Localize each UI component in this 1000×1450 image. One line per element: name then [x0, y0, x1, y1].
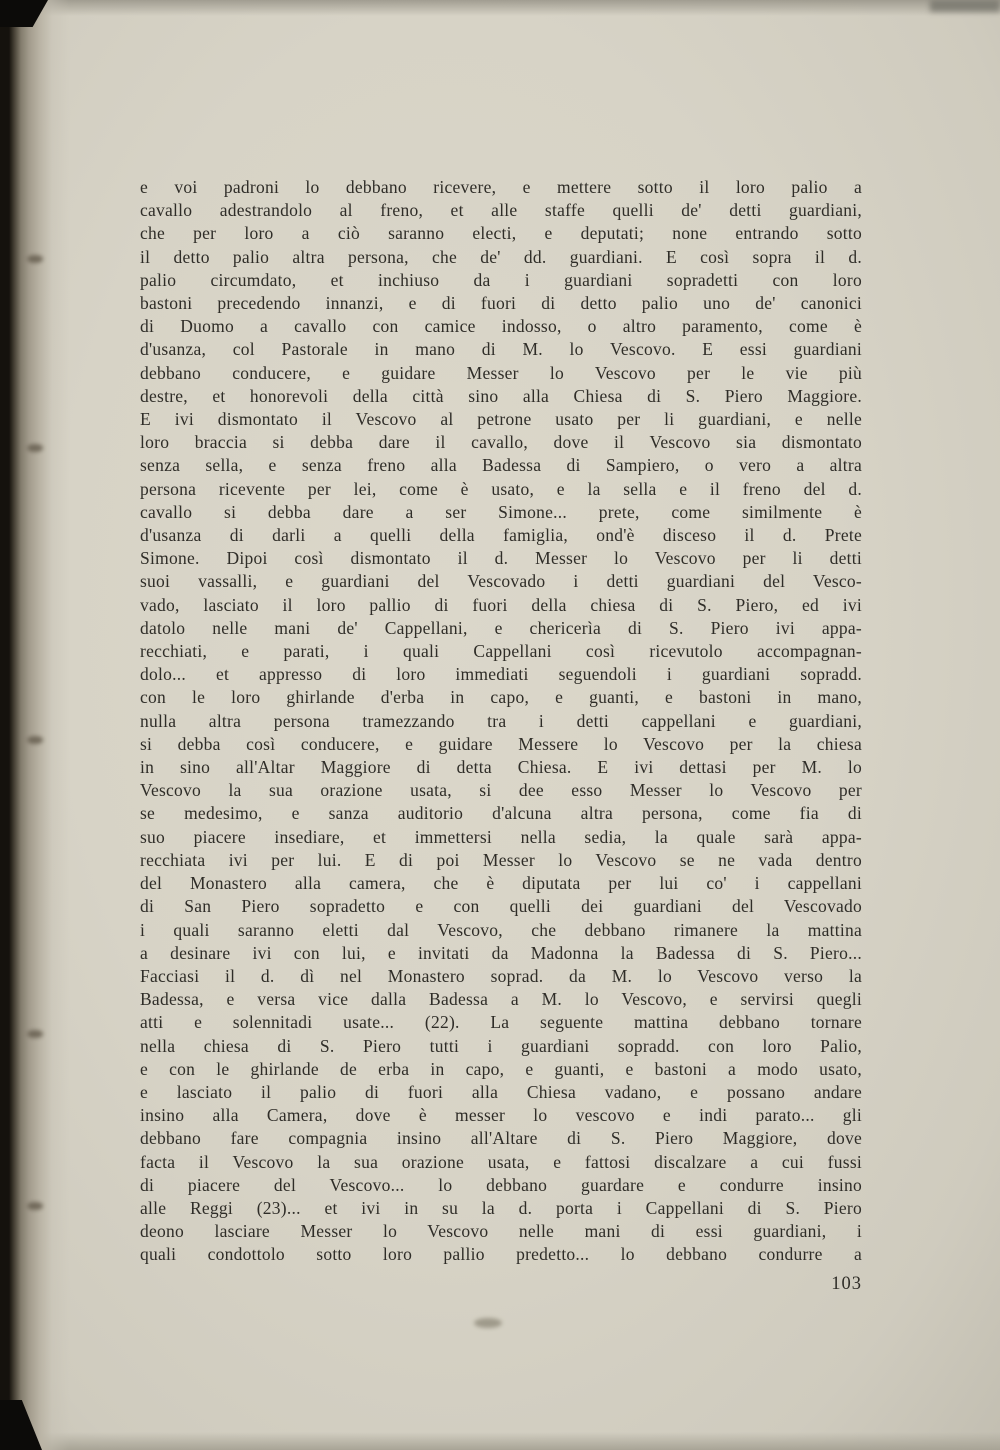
text-line: bastoni precedendo innanzi, e di fuori di detto palio uno de' canonici — [140, 293, 862, 314]
text-line: alle Reggi (23)... et ivi in su la d. porta i Cappellani di S. Piero — [140, 1197, 862, 1218]
text-line: debbano fare compagnia insino all'Altare di S. Piero Maggiore, dove — [140, 1128, 862, 1149]
text-line: persona ricevente per lei, come è usato, e la sella e il freno del d. — [140, 478, 862, 499]
text-line: E ivi dismontato il Vescovo al petrone usato per li guardiani, e nelle — [140, 409, 862, 430]
text-line: con le loro ghirlande d'erba in capo, e guanti, e bastoni in mano, — [140, 687, 862, 708]
text-line: in sino all'Altar Maggiore di detta Chiesa. E ivi dettasi per M. lo — [140, 757, 862, 778]
text-line: loro braccia si debba dare il cavallo, dove il Vescovo sia dismontato — [140, 432, 862, 453]
text-line: insino alla Camera, dove è messer lo vescovo e indi parato... gli — [140, 1105, 862, 1126]
text-line: si debba così conducere, e guidare Messere lo Vescovo per la chiesa — [140, 733, 862, 754]
scan-bottom-shadow — [0, 1432, 1000, 1450]
text-line: d'usanza, col Pastorale in mano di M. lo Vescovo. E essi guardiani — [140, 339, 862, 360]
binding-stitch — [27, 1030, 43, 1038]
scan-top-shadow — [0, 0, 1000, 16]
text-line: se medesimo, e sanza auditorio d'alcuna altra persona, come fia di — [140, 803, 862, 824]
text-line: cavallo adestrandolo al freno, et alle staffe quelli de' detti guardiani, — [140, 200, 862, 221]
paper-smudge — [474, 1318, 502, 1328]
text-line: di piacere del Vescovo... lo debbano guardare e condurre insino — [140, 1174, 862, 1195]
text-line: datolo nelle mani de' Cappellani, e chericerìa di S. Piero ivi appa- — [140, 617, 862, 638]
text-line: palio circumdato, et inchiuso da i guardiani sopradetti con loro — [140, 269, 862, 290]
text-line: debbano conducere, e guidare Messer lo Vescovo per le vie più — [140, 362, 862, 383]
text-line: recchiata ivi per lui. E di poi Messer lo Vescovo se ne vada dentro — [140, 849, 862, 870]
text-line: recchiati, e parati, i quali Cappellani così ricevutolo accompagnan- — [140, 641, 862, 662]
body-text — [140, 176, 862, 1267]
text-line: facta il Vescovo la sua orazione usata, e fattosi discalzare a cui fussi — [140, 1151, 862, 1172]
text-line: i quali saranno eletti dal Vescovo, che debbano rimanere la mattina — [140, 919, 862, 940]
text-line: deono lasciare Messer lo Vescovo nelle mani di essi guardiani, i — [140, 1221, 862, 1242]
text-line: cavallo si debba dare a ser Simone... prete, come similmente è — [140, 501, 862, 522]
text-line: vado, lasciato il loro pallio di fuori della chiesa di S. Piero, ed ivi — [140, 594, 862, 615]
text-line: senza sella, e senza freno alla Badessa di Sampiero, o vero a altra — [140, 455, 862, 476]
text-line: Vescovo la sua orazione usata, si dee esso Messer lo Vescovo per — [140, 780, 862, 801]
text-line: e con le ghirlande de erba in capo, e guanti, e bastoni a modo usato, — [140, 1058, 862, 1079]
text-line: Badessa, e versa vice dalla Badessa a M. lo Vescovo, e servirsi quegli — [140, 989, 862, 1010]
text-line: dolo... et appresso di loro immediati seguendoli i guardiani sopradd. — [140, 664, 862, 685]
text-line: d'usanza di darli a quelli della famiglia, ond'è disceso il d. Prete — [140, 525, 862, 546]
text-line: Facciasi il d. dì nel Monastero soprad. da M. lo Vescovo verso la — [140, 965, 862, 986]
page-stack-shadow — [920, 0, 1000, 1450]
text-line: di Duomo a cavallo con camice indosso, o altro paramento, come è — [140, 316, 862, 337]
binding-stitch — [27, 444, 43, 452]
text-line: suoi vassalli, e guardiani del Vescovado i detti guardiani del Vesco- — [140, 571, 862, 592]
text-line: e voi padroni lo debbano ricevere, e mettere sotto il loro palio a — [140, 177, 862, 197]
page-number: 103 — [831, 1274, 862, 1294]
text-line: nella chiesa di S. Piero tutti i guardiani sopradd. con loro Palio, — [140, 1035, 862, 1056]
text-line: suo piacere insediare, et immettersi nella sedia, la quale sarà appa- — [140, 826, 862, 847]
text-line: e lasciato il palio di fuori alla Chiesa vadano, e possano andare — [140, 1081, 862, 1102]
text-line: atti e solennitadi usate... (22). La seguente mattina debbano tornare — [140, 1012, 862, 1033]
text-line: destre, et honorevoli della città sino alla Chiesa di S. Piero Maggiore. — [140, 385, 862, 406]
binding-stitch — [27, 736, 43, 744]
text-line: nulla altra persona tramezzando tra i detti cappellani e guardiani, — [140, 710, 862, 731]
text-line: che per loro a ciò saranno electi, e deputati; none entrando sotto — [140, 223, 862, 244]
text-line: Simone. Dipoi così dismontato il d. Messer lo Vescovo per li detti — [140, 548, 862, 569]
book-spine-edge — [0, 0, 70, 1450]
binding-stitch — [27, 255, 43, 263]
text-line: quali condottolo sotto loro pallio predetto... lo debbano condurre a — [140, 1244, 862, 1265]
binding-stitch — [27, 1202, 43, 1210]
text-line: il detto palio altra persona, che de' dd. guardiani. E così sopra il d. — [140, 246, 862, 267]
scan-corner-top-right — [930, 0, 1000, 12]
text-line: di San Piero sopradetto e con quelli dei guardiani del Vescovado — [140, 896, 862, 917]
text-line: del Monastero alla camera, che è diputata per lui co' i cappellani — [140, 873, 862, 894]
text-line: a desinare ivi con lui, e invitati da Madonna la Badessa di S. Piero... — [140, 942, 862, 963]
